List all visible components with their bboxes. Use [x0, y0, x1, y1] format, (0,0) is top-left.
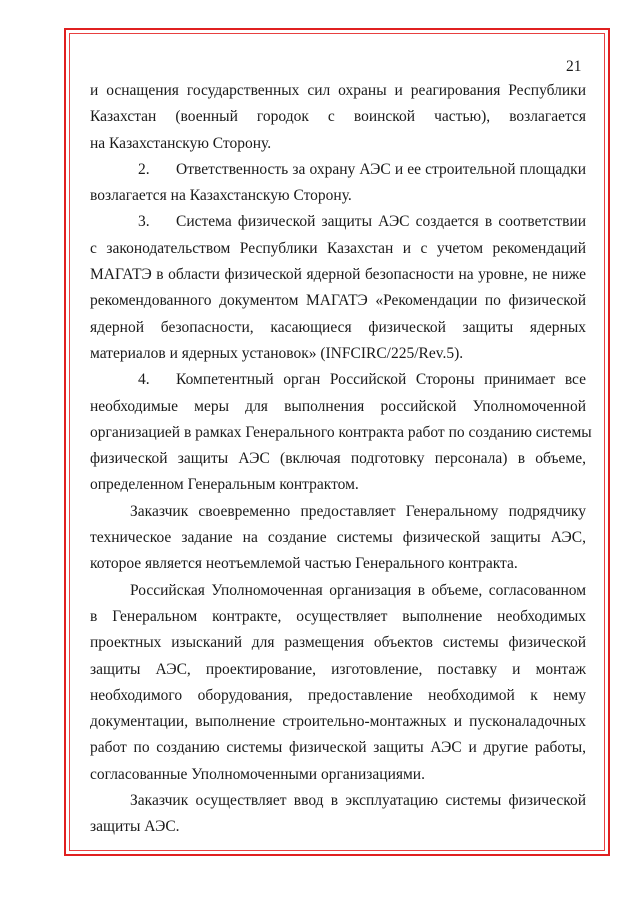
text-line: согласованные Уполномоченными организациями.	[90, 765, 425, 783]
item-number: 2.	[138, 160, 150, 178]
text-line: документации, выполнение строительно-монтажных и пусконаладочных	[90, 713, 586, 731]
text-line: на Казахстанскую Сторону.	[90, 134, 272, 152]
text-line: ядерной безопасности, касающиеся физической защиты ядерных	[90, 318, 586, 336]
text-line: и оснащения государственных сил охраны и реагирования Республики	[90, 82, 586, 99]
text-line: Заказчик осуществляет ввод в эксплуатацию системы физической	[130, 792, 586, 810]
text-line: Компетентный орган Российской Стороны принимает все	[176, 371, 586, 389]
text-line: МАГАТЭ в области физической ядерной безопасности на уровне, не ниже	[90, 266, 586, 284]
text-line: защиты АЭС.	[90, 818, 180, 836]
text-line: возлагается на Казахстанскую Сторону.	[90, 187, 352, 205]
text-line: организацией в рамках Генерального контракта работ по созданию системы	[90, 423, 592, 441]
text-line: Российская Уполномоченная организация в объеме, согласованном	[130, 581, 586, 599]
list-item-4-first-line	[90, 367, 586, 393]
page-number: 21	[566, 58, 582, 75]
text-line: Заказчик своевременно предоставляет Генеральному подрядчику	[130, 502, 586, 520]
list-item-2-first-line	[90, 157, 586, 183]
text-line: защиты АЭС, проектирование, изготовление, поставку и монтаж	[90, 660, 586, 678]
document-body	[90, 78, 592, 841]
text-line: техническое задание на создание системы физической защиты АЭС,	[90, 529, 586, 547]
text-line: в Генеральном контракте, осуществляет выполнение необходимых	[90, 607, 586, 625]
text-line: работ по созданию системы физической защиты АЭС и другие работы,	[90, 739, 586, 757]
text-line: необходимого оборудования, предоставление необходимой к нему	[90, 686, 586, 704]
text-line: с законодательством Республики Казахстан и с учетом рекомендаций	[90, 239, 586, 257]
text-line: материалов и ядерных установок» (INFCIRC/225/Rev.5).	[90, 344, 464, 362]
text-line: Казахстан (военный городок с воинской частью), возлагается	[90, 108, 586, 126]
item-number: 4.	[138, 371, 150, 389]
text-line: Ответственность за охрану АЭС и ее строительной площадки	[176, 160, 586, 178]
item-number: 3.	[138, 213, 150, 231]
text-line: определенном Генеральным контрактом.	[90, 476, 359, 494]
text-line: Система физической защиты АЭС создается в соответствии	[176, 213, 586, 231]
text-line: проектных изысканий для размещения объектов системы физической	[90, 634, 586, 652]
text-line: необходимые меры для выполнения российской Уполномоченной	[90, 397, 586, 415]
text-line: которое является неотъемлемой частью Генерального контракта.	[90, 555, 518, 573]
text-line: рекомендованного документом МАГАТЭ «Рекомендации по физической	[90, 292, 586, 310]
list-item-3-first-line	[90, 209, 586, 235]
text-line: физической защиты АЭС (включая подготовку персонала) в объеме,	[90, 450, 586, 468]
